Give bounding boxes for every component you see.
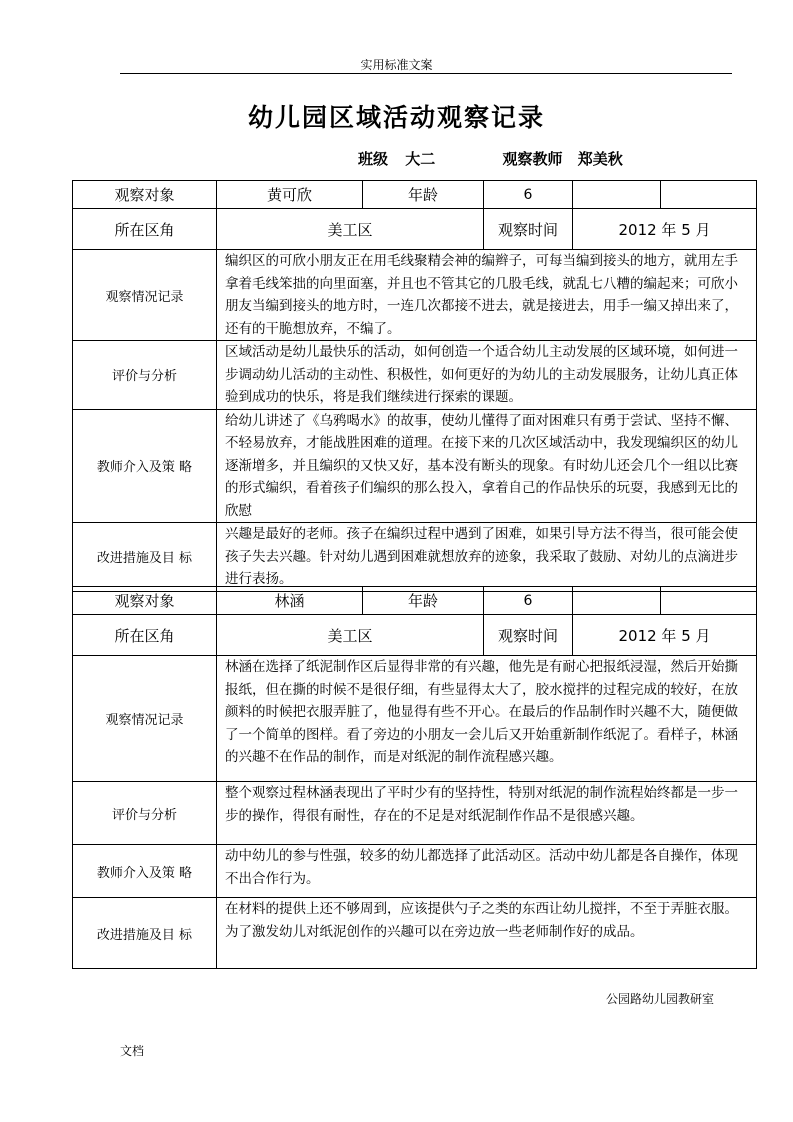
- area-value: 美工区: [217, 615, 484, 656]
- age-label: 年龄: [363, 181, 484, 209]
- record-table-1: [72, 180, 757, 592]
- table-row: [73, 587, 757, 615]
- improvement-label: 改进措施及目 标: [73, 898, 217, 969]
- teacher-label: 观察教师: [502, 150, 563, 168]
- evaluation-label: 评价与分析: [73, 782, 217, 845]
- table-row: [73, 409, 757, 523]
- area-label: 所在区角: [73, 615, 217, 656]
- table-row: [73, 615, 757, 656]
- table-row: [73, 898, 757, 969]
- evaluation-text: 区域活动是幼儿最快乐的活动，如何创造一个适合幼儿主动发展的区域环境，如何进一步调动幼儿活动的主动性、积极性，如何更好的为幼儿的主动发展服务，让幼儿真正体验到成功的快乐，将是我们继续进行探索的课题。: [217, 341, 757, 410]
- table-row: [73, 209, 757, 250]
- area-label: 所在区角: [73, 209, 217, 250]
- empty-cell: [661, 181, 757, 209]
- intervention-text: 给幼儿讲述了《乌鸦喝水》的故事，使幼儿懂得了面对困难只有勇于尝试、坚持不懈、不轻易放弃，才能战胜困难的道理。在接下来的几次区域活动中，我发现编织区的幼儿逐渐增多，并且编织的又快又好，基本没有断头的现象。有时幼儿还会几个一组以比赛的形式编织，看着孩子们编织的那么投入，拿着自己的作品快乐的玩耍，我感到无比的欣慰: [217, 409, 757, 523]
- table-row: [73, 181, 757, 209]
- table-row: [73, 845, 757, 898]
- class-label: 班级: [358, 150, 389, 168]
- teacher-value: 郑美秋: [577, 150, 623, 168]
- time-label: 观察时间: [484, 615, 573, 656]
- time-value: 2012 年 5 月: [573, 209, 757, 250]
- subject-label: 观察对象: [73, 587, 217, 615]
- improvement-text: 兴趣是最好的老师。孩子在编织过程中遇到了困难，如果引导方法不得当，很可能会使孩子失去兴趣。针对幼儿遇到困难就想放弃的迹象，我采取了鼓励、对幼儿的点滴进步进行表扬。: [217, 523, 757, 592]
- subject-value: 黄可欣: [217, 181, 363, 209]
- class-value: 大二: [405, 150, 436, 168]
- time-label: 观察时间: [484, 209, 573, 250]
- table-row: [73, 656, 757, 782]
- subject-value: 林涵: [217, 587, 363, 615]
- record-table-2: [72, 586, 757, 969]
- improvement-text: 在材料的提供上还不够周到，应该提供勺子之类的东西让幼儿搅拌，不至于弄脏衣服。为了激发幼儿对纸泥创作的兴趣可以在旁边放一些老师制作好的成品。: [217, 898, 757, 969]
- empty-cell: [573, 587, 661, 615]
- table-row: [73, 523, 757, 592]
- observation-text: 编织区的可欣小朋友正在用毛线聚精会神的编辫子，可每当编到接头的地方，就用左手拿着毛线笨拙的向里面塞，并且也不管其它的几股毛线，就乱七八糟的编起来；可欣小朋友当编到接头的地方时，一连几次都接不进去，就是接进去，用手一编又掉出来了，还有的干脆想放弃，不编了。: [217, 250, 757, 341]
- empty-cell: [573, 181, 661, 209]
- page-title: 幼儿园区域活动观察记录: [247, 103, 545, 132]
- intervention-label: 教师介入及策 略: [73, 845, 217, 898]
- observation-label: 观察情况记录: [73, 250, 217, 341]
- age-label: 年龄: [363, 587, 484, 615]
- footer-note: 公园路幼儿园教研室: [606, 992, 715, 1006]
- class-info: [358, 148, 623, 169]
- age-value: 6: [484, 181, 573, 209]
- area-value: 美工区: [217, 209, 484, 250]
- header-divider: [120, 73, 732, 74]
- table-row: [73, 341, 757, 410]
- age-value: 6: [484, 587, 573, 615]
- intervention-text: 动中幼儿的参与性强，较多的幼儿都选择了此活动区。活动中幼儿都是各自操作，体现不出合作行为。: [217, 845, 757, 898]
- intervention-label: 教师介入及策 略: [73, 409, 217, 523]
- table-row: [73, 250, 757, 341]
- empty-cell: [661, 587, 757, 615]
- evaluation-label: 评价与分析: [73, 341, 217, 410]
- observation-label: 观察情况记录: [73, 656, 217, 782]
- time-value: 2012 年 5 月: [573, 615, 757, 656]
- observation-text: 林涵在选择了纸泥制作区后显得非常的有兴趣，他先是有耐心把报纸浸湿，然后开始撕报纸，但在撕的时候不是很仔细，有些显得太大了，胶水搅拌的过程完成的较好，在放颜料的时候把衣服弄脏了，他显得有些不开心。在最后的作品制作时兴趣不大，随便做了一个简单的图样。看了旁边的小朋友一会儿后又开始重新制作纸泥了。看样子，林涵的兴趣不在作品的制作，而是对纸泥的制作流程感兴趣。: [217, 656, 757, 782]
- evaluation-text: 整个观察过程林涵表现出了平时少有的坚持性，特别对纸泥的制作流程始终都是一步一步的操作，得很有耐性，存在的不足是对纸泥制作作品不是很感兴趣。: [217, 782, 757, 845]
- table-row: [73, 782, 757, 845]
- footer-doc: 文档: [120, 1044, 145, 1058]
- improvement-label: 改进措施及目 标: [73, 523, 217, 592]
- subject-label: 观察对象: [73, 181, 217, 209]
- page-header: 实用标准文案: [360, 58, 433, 72]
